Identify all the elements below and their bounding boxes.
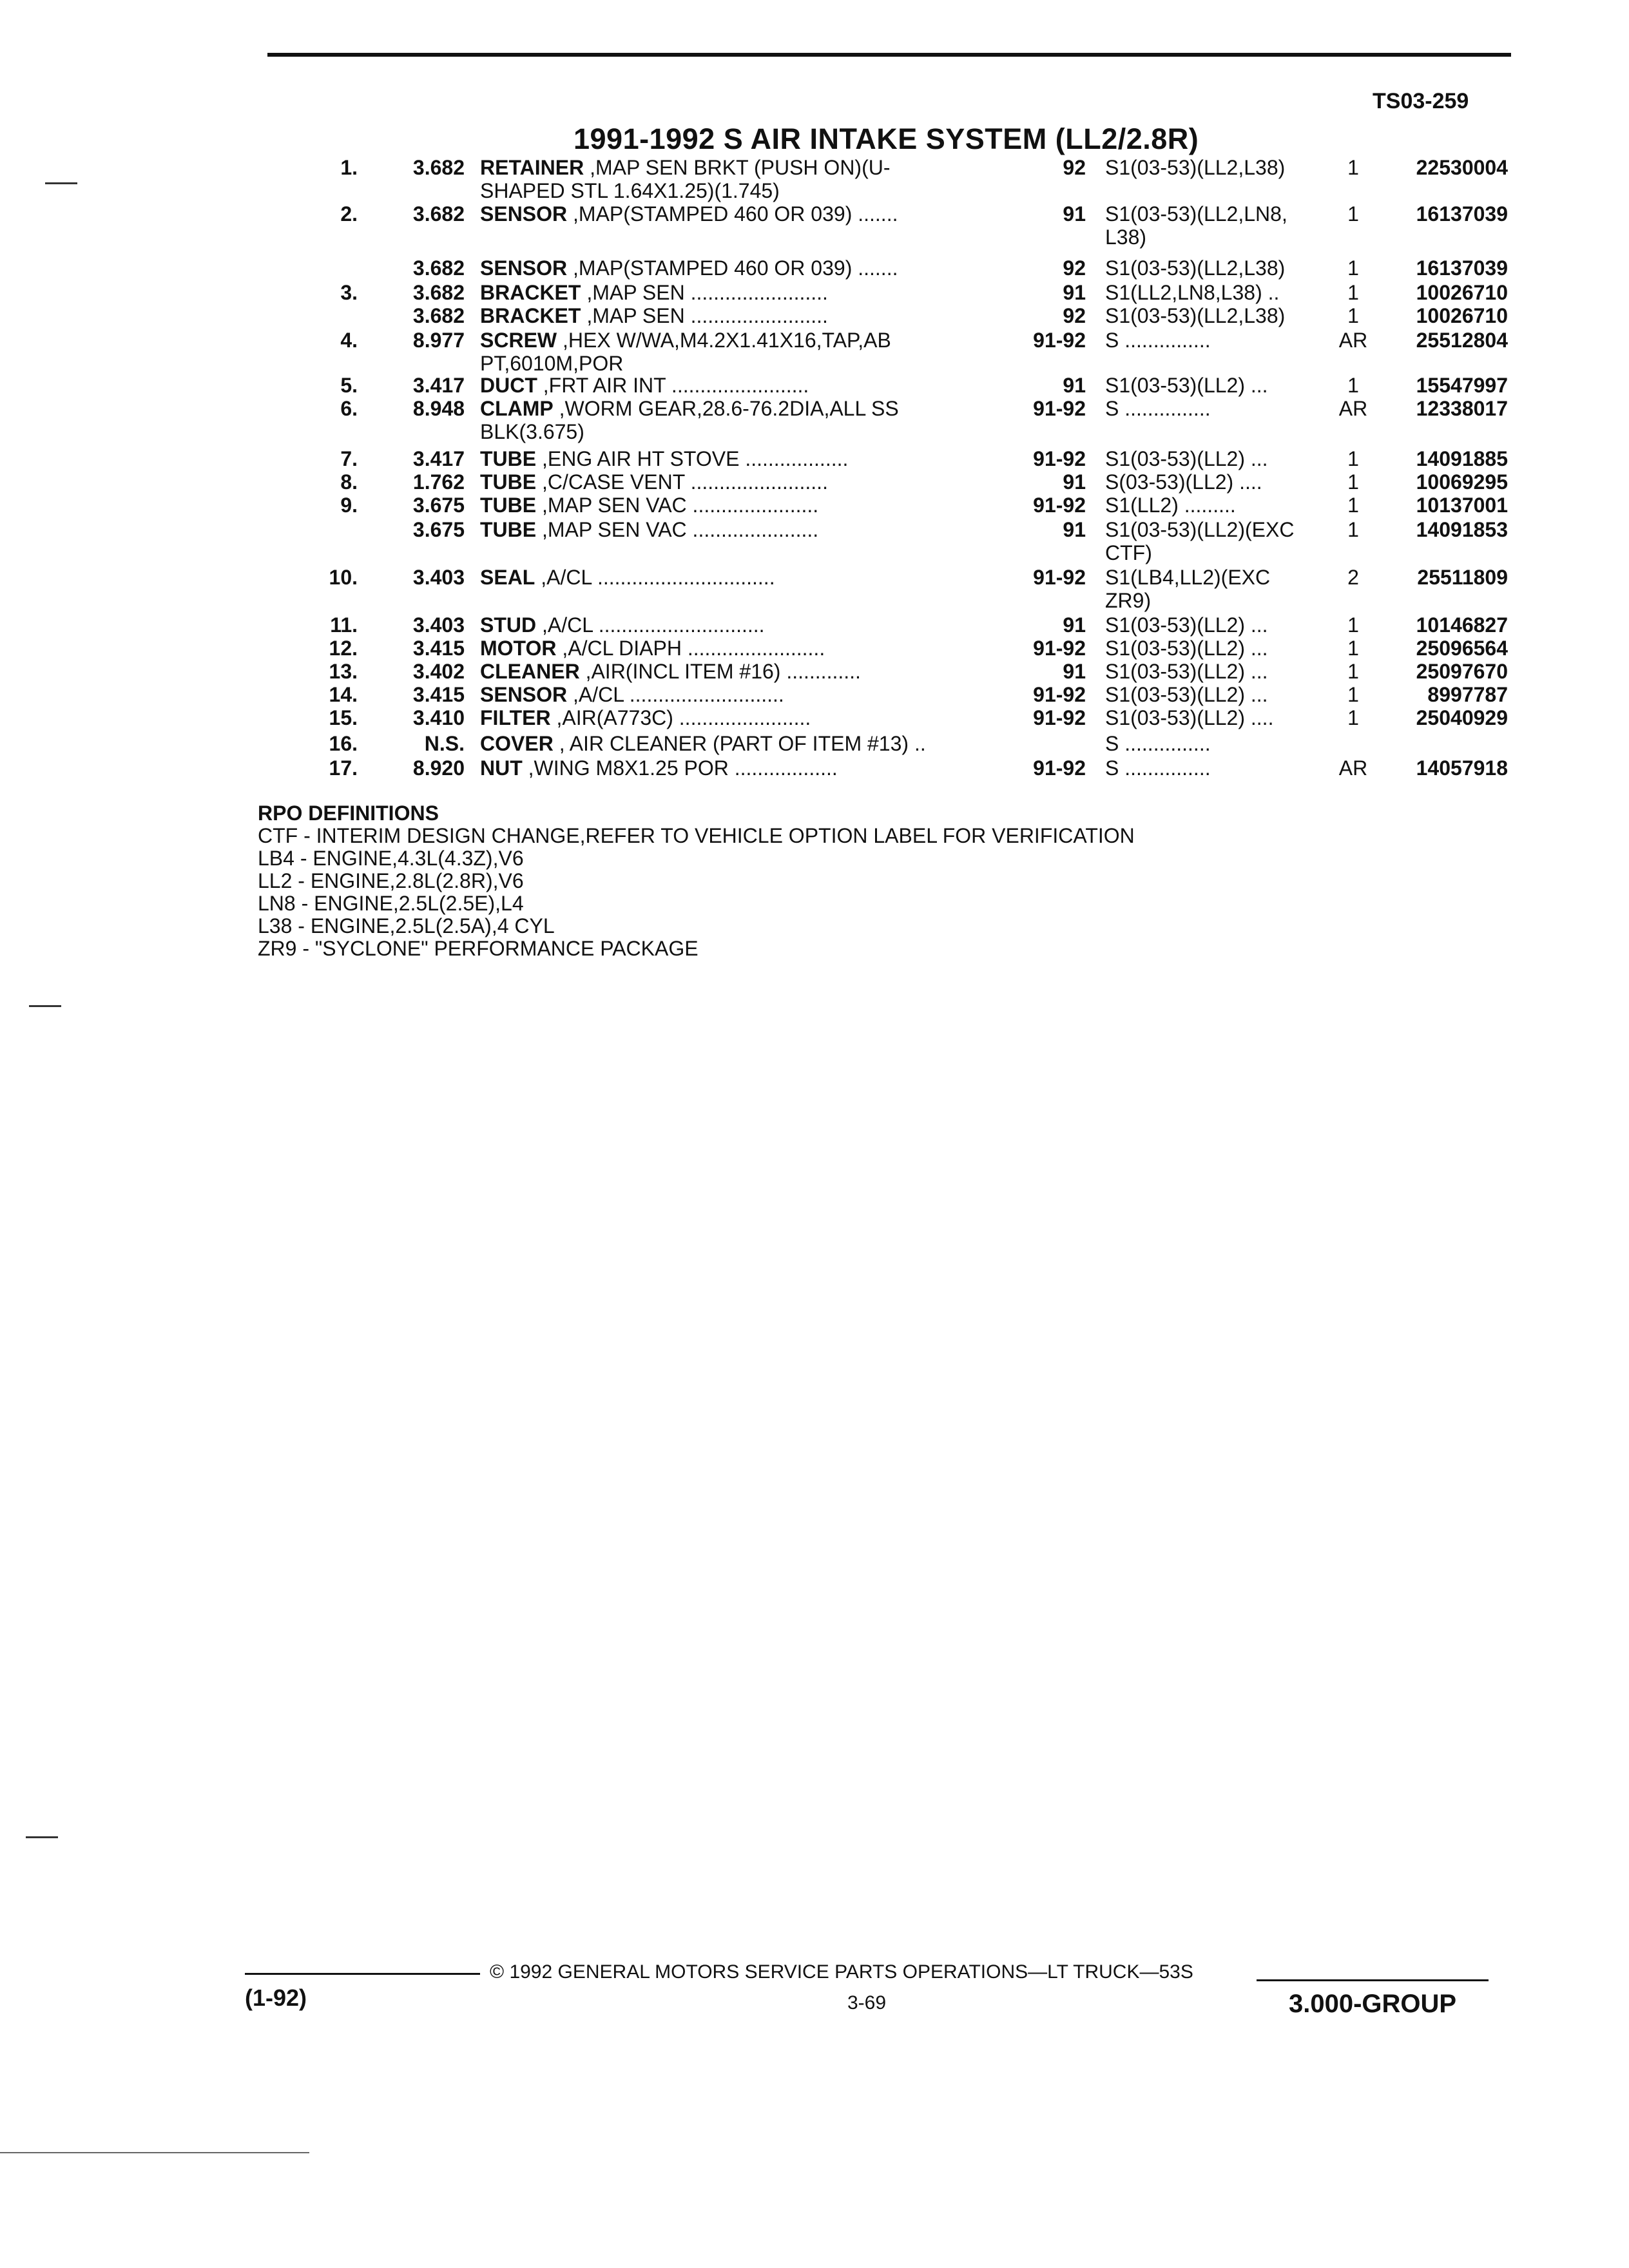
description-line (480, 683, 1005, 706)
usage-code (1105, 374, 1327, 397)
model-years: 91 (1063, 518, 1086, 541)
part-description (480, 374, 1005, 397)
part-name: BRACKET (480, 304, 581, 327)
description-line (480, 494, 1005, 517)
quantity: AR (1338, 397, 1368, 420)
part-number: 25040929 (1416, 706, 1508, 729)
description-text: ,WORM GEAR,28.6-76.2DIA,ALL SS (553, 397, 899, 420)
model-years: 91 (1063, 470, 1086, 494)
footer-rule-left (245, 1973, 480, 1975)
description-text: ,MAP(STAMPED 460 OR 039) ....... (567, 256, 898, 280)
rpo-line: CTF - INTERIM DESIGN CHANGE,REFER TO VEHICLE OPTION LABEL FOR VERIFICATION (258, 824, 1135, 847)
quantity: 1 (1347, 683, 1359, 706)
part-description (480, 470, 1005, 494)
usage-line: S1(03-53)(LL2,L38) (1105, 256, 1286, 280)
part-number: 12338017 (1416, 397, 1508, 420)
item-number: 6. (340, 397, 358, 420)
item-number: 5. (340, 374, 358, 397)
rpo-line: LL2 - ENGINE,2.8L(2.8R),V6 (258, 869, 524, 892)
description-text: ,MAP SEN BRKT (PUSH ON)(U- (584, 156, 891, 179)
description-line (480, 256, 1005, 280)
part-name: SENSOR (480, 256, 568, 280)
model-years: 91 (1063, 202, 1086, 226)
description-continuation: SHAPED STL 1.64X1.25)(1.745) (480, 179, 780, 202)
quantity: 1 (1347, 494, 1359, 517)
catalog-group: 1.762 (412, 470, 465, 494)
usage-line: S1(03-53)(LL2) ... (1105, 374, 1268, 397)
usage-line: S1(03-53)(LL2,LN8, (1105, 202, 1287, 226)
part-number: 10026710 (1416, 304, 1508, 327)
part-name: TUBE (480, 518, 537, 541)
usage-line: S1(03-53)(LL2,L38) (1105, 156, 1286, 179)
description-text: ,ENG AIR HT STOVE .................. (536, 447, 849, 470)
description-line (480, 613, 1005, 637)
part-description (480, 202, 1005, 226)
page-number: 3-69 (847, 1992, 887, 2013)
usage-continuation: CTF) (1105, 541, 1152, 564)
part-description (480, 566, 1005, 589)
description-line (480, 637, 1005, 660)
page-footer (0, 1952, 1629, 2042)
model-years: 91 (1063, 374, 1086, 397)
part-number: 10146827 (1416, 613, 1508, 637)
part-name: SCREW (480, 329, 557, 352)
item-number: 12. (329, 637, 358, 660)
catalog-group: 8.977 (412, 329, 465, 352)
quantity: 1 (1347, 706, 1359, 729)
model-years: 91-92 (1033, 566, 1086, 589)
description-line (480, 518, 1005, 541)
description-text: ,C/CASE VENT ........................ (536, 470, 828, 494)
part-number: 22530004 (1416, 156, 1508, 179)
catalog-group: 3.675 (412, 494, 465, 517)
usage-code (1105, 566, 1327, 612)
description-text: ,A/CL ............................. (536, 613, 765, 637)
usage-code (1105, 613, 1327, 637)
page-title: 1991-1992 S AIR INTAKE SYSTEM (LL2/2.8R) (574, 122, 1199, 155)
part-description (480, 256, 1005, 280)
rpo-line: ZR9 - "SYCLONE" PERFORMANCE PACKAGE (258, 937, 699, 960)
usage-code (1105, 756, 1327, 780)
usage-line: S1(03-53)(LL2) ... (1105, 683, 1268, 706)
catalog-group: 3.682 (412, 281, 465, 304)
description-text: ,A/CL ............................... (535, 566, 775, 589)
part-name: TUBE (480, 470, 537, 494)
description-continuation: BLK(3.675) (480, 420, 584, 443)
usage-code (1105, 256, 1327, 280)
description-text: ,MAP(STAMPED 460 OR 039) ....... (567, 202, 898, 226)
usage-line: S1(LL2) ......... (1105, 494, 1236, 517)
model-years: 91-92 (1033, 329, 1086, 352)
model-years: 92 (1063, 304, 1086, 327)
part-description (480, 613, 1005, 637)
catalog-group: 3.417 (412, 374, 465, 397)
usage-line: S ............... (1105, 756, 1211, 780)
part-number: 25511809 (1417, 566, 1508, 589)
part-name: CLAMP (480, 397, 554, 420)
top-rule (267, 53, 1511, 57)
part-number: 25096564 (1416, 637, 1508, 660)
model-years: 91-92 (1033, 756, 1086, 780)
part-description (480, 637, 1005, 660)
part-description (480, 756, 1005, 780)
part-number: 10026710 (1416, 281, 1508, 304)
model-years: 91-92 (1033, 637, 1086, 660)
usage-continuation: ZR9) (1105, 589, 1152, 612)
usage-line: S1(03-53)(LL2) ... (1105, 447, 1268, 470)
model-years: 91-92 (1033, 447, 1086, 470)
usage-line: S ............... (1105, 329, 1211, 352)
model-years: 91 (1063, 281, 1086, 304)
part-description (480, 683, 1005, 706)
description-line (480, 374, 1005, 397)
catalog-group: 3.410 (412, 706, 465, 729)
item-number: 7. (340, 447, 358, 470)
item-number: 3. (340, 281, 358, 304)
catalog-group: 3.415 (412, 683, 465, 706)
description-text: ,HEX W/WA,M4.2X1.41X16,TAP,AB (557, 329, 891, 352)
quantity: 1 (1347, 613, 1359, 637)
item-number: 10. (329, 566, 358, 589)
rpo-line: L38 - ENGINE,2.5L(2.5A),4 CYL (258, 914, 555, 937)
description-text: ,MAP SEN VAC ...................... (536, 518, 819, 541)
item-number: 4. (340, 329, 358, 352)
description-line (480, 470, 1005, 494)
quantity: 1 (1347, 447, 1359, 470)
usage-line: S(03-53)(LL2) .... (1105, 470, 1262, 494)
usage-code (1105, 281, 1327, 304)
description-text: ,AIR(A773C) ....................... (550, 706, 811, 729)
rpo-line: LB4 - ENGINE,4.3L(4.3Z),V6 (258, 847, 524, 870)
part-number: 14091885 (1416, 447, 1508, 470)
part-number: 25097670 (1416, 660, 1508, 683)
quantity: AR (1338, 756, 1368, 780)
quantity: 1 (1347, 660, 1359, 683)
item-number: 1. (340, 156, 358, 179)
part-description (480, 732, 1005, 755)
description-line (480, 156, 1005, 179)
usage-continuation: L38) (1105, 226, 1147, 249)
usage-code (1105, 706, 1327, 729)
part-number: 25512804 (1416, 329, 1508, 352)
part-name: STUD (480, 613, 537, 637)
part-description (480, 706, 1005, 729)
part-name: COVER (480, 732, 554, 755)
description-line (480, 329, 1005, 352)
usage-line: S1(03-53)(LL2) ... (1105, 660, 1268, 683)
item-number: 16. (329, 732, 358, 755)
part-name: SENSOR (480, 202, 568, 226)
part-number: 14091853 (1416, 518, 1508, 541)
description-line (480, 447, 1005, 470)
usage-code (1105, 518, 1327, 564)
rpo-line: LN8 - ENGINE,2.5L(2.5E),L4 (258, 892, 524, 915)
catalog-group: 3.402 (412, 660, 465, 683)
part-number: 16137039 (1416, 202, 1508, 226)
part-name: SEAL (480, 566, 535, 589)
catalog-group: 3.682 (412, 304, 465, 327)
model-years: 91-92 (1033, 494, 1086, 517)
description-line (480, 660, 1005, 683)
quantity: 2 (1347, 566, 1359, 589)
quantity: 1 (1347, 304, 1359, 327)
usage-code (1105, 156, 1327, 179)
quantity: 1 (1347, 156, 1359, 179)
usage-line: S1(LB4,LL2)(EXC (1105, 566, 1271, 589)
rpo-definitions (258, 802, 1135, 960)
part-name: CLEANER (480, 660, 580, 683)
quantity: AR (1338, 329, 1368, 352)
usage-code (1105, 397, 1327, 420)
usage-line: S1(03-53)(LL2)(EXC (1105, 518, 1295, 541)
revision-date: (1-92) (245, 1984, 307, 2011)
usage-code (1105, 304, 1327, 327)
part-name: RETAINER (480, 156, 584, 179)
description-text: ,WING M8X1.25 POR .................. (522, 756, 838, 780)
usage-code (1105, 447, 1327, 470)
model-years: 91 (1063, 660, 1086, 683)
document-code: TS03-259 (1373, 89, 1469, 113)
description-text: ,MAP SEN ........................ (581, 281, 828, 304)
description-continuation: PT,6010M,POR (480, 352, 624, 375)
part-description (480, 518, 1005, 541)
catalog-group: 3.675 (412, 518, 465, 541)
part-number: 10137001 (1416, 494, 1508, 517)
item-number: 2. (340, 202, 358, 226)
quantity: 1 (1347, 281, 1359, 304)
description-text: , AIR CLEANER (PART OF ITEM #13) .. (553, 732, 926, 755)
rpo-title: RPO DEFINITIONS (258, 802, 439, 825)
item-number: 15. (329, 706, 358, 729)
part-description (480, 304, 1005, 327)
quantity: 1 (1347, 637, 1359, 660)
model-years: 91-92 (1033, 706, 1086, 729)
part-description (480, 156, 1005, 202)
part-name: TUBE (480, 447, 537, 470)
description-line (480, 202, 1005, 226)
item-number: 13. (329, 660, 358, 683)
part-name: DUCT (480, 374, 537, 397)
part-description (480, 329, 1005, 375)
footer-rule-right (1257, 1979, 1489, 1981)
item-number: 11. (330, 613, 358, 637)
catalog-group: N.S. (424, 732, 465, 755)
usage-code (1105, 494, 1327, 517)
item-number: 14. (329, 683, 358, 706)
quantity: 1 (1347, 518, 1359, 541)
usage-code (1105, 329, 1327, 352)
usage-line: S ............... (1105, 732, 1211, 755)
margin-mark (29, 1005, 61, 1007)
copyright-text: © 1992 GENERAL MOTORS SERVICE PARTS OPERATIONS—LT TRUCK—53S (490, 1961, 1193, 1983)
catalog-group: 8.920 (412, 756, 465, 780)
part-number: 16137039 (1416, 256, 1508, 280)
description-line (480, 281, 1005, 304)
margin-mark (26, 1836, 58, 1838)
item-number: 9. (340, 494, 358, 517)
part-description (480, 660, 1005, 683)
usage-code (1105, 202, 1327, 249)
description-line (480, 397, 1005, 420)
description-text: ,A/CL ........................... (567, 683, 784, 706)
catalog-group: 3.415 (412, 637, 465, 660)
model-years: 91-92 (1033, 397, 1086, 420)
usage-code (1105, 637, 1327, 660)
part-name: NUT (480, 756, 523, 780)
model-years: 92 (1063, 256, 1086, 280)
model-years: 91 (1063, 613, 1086, 637)
usage-line: S1(03-53)(LL2) .... (1105, 706, 1274, 729)
part-name: SENSOR (480, 683, 568, 706)
part-number: 8997787 (1427, 683, 1508, 706)
catalog-group: 8.948 (412, 397, 465, 420)
catalog-group: 3.682 (412, 202, 465, 226)
part-name: TUBE (480, 494, 537, 517)
usage-code (1105, 732, 1327, 755)
bottom-rule (0, 2152, 309, 2153)
description-line (480, 756, 1005, 780)
quantity: 1 (1347, 256, 1359, 280)
group-label: 3.000-GROUP (1289, 1990, 1457, 2018)
part-description (480, 281, 1005, 304)
part-number: 15547997 (1416, 374, 1508, 397)
usage-line: S ............... (1105, 397, 1211, 420)
description-text: ,AIR(INCL ITEM #16) ............. (579, 660, 861, 683)
catalog-group: 3.682 (412, 256, 465, 280)
part-description (480, 397, 1005, 443)
part-description (480, 494, 1005, 517)
description-text: ,MAP SEN VAC ...................... (536, 494, 819, 517)
description-line (480, 706, 1005, 729)
description-line (480, 304, 1005, 327)
usage-line: S1(03-53)(LL2) ... (1105, 613, 1268, 637)
description-line (480, 566, 1005, 589)
quantity: 1 (1347, 470, 1359, 494)
catalog-group: 3.403 (412, 566, 465, 589)
item-number: 17. (329, 756, 358, 780)
quantity: 1 (1347, 374, 1359, 397)
usage-code (1105, 660, 1327, 683)
item-number: 8. (340, 470, 358, 494)
model-years: 92 (1063, 156, 1086, 179)
catalog-group: 3.417 (412, 447, 465, 470)
catalog-group: 3.403 (412, 613, 465, 637)
model-years: 91-92 (1033, 683, 1086, 706)
usage-line: S1(03-53)(LL2) ... (1105, 637, 1268, 660)
usage-line: S1(03-53)(LL2,L38) (1105, 304, 1286, 327)
part-number: 10069295 (1416, 470, 1508, 494)
usage-line: S1(LL2,LN8,L38) .. (1105, 281, 1280, 304)
catalog-group: 3.682 (412, 156, 465, 179)
description-text: ,A/CL DIAPH ........................ (556, 637, 825, 660)
part-number: 14057918 (1416, 756, 1508, 780)
usage-code (1105, 683, 1327, 706)
usage-code (1105, 470, 1327, 494)
part-name: MOTOR (480, 637, 557, 660)
part-name: BRACKET (480, 281, 581, 304)
quantity: 1 (1347, 202, 1359, 226)
description-text: ,MAP SEN ........................ (581, 304, 828, 327)
description-line (480, 732, 1005, 755)
part-name: FILTER (480, 706, 551, 729)
part-description (480, 447, 1005, 470)
description-text: ,FRT AIR INT ........................ (537, 374, 809, 397)
margin-mark (45, 182, 77, 184)
